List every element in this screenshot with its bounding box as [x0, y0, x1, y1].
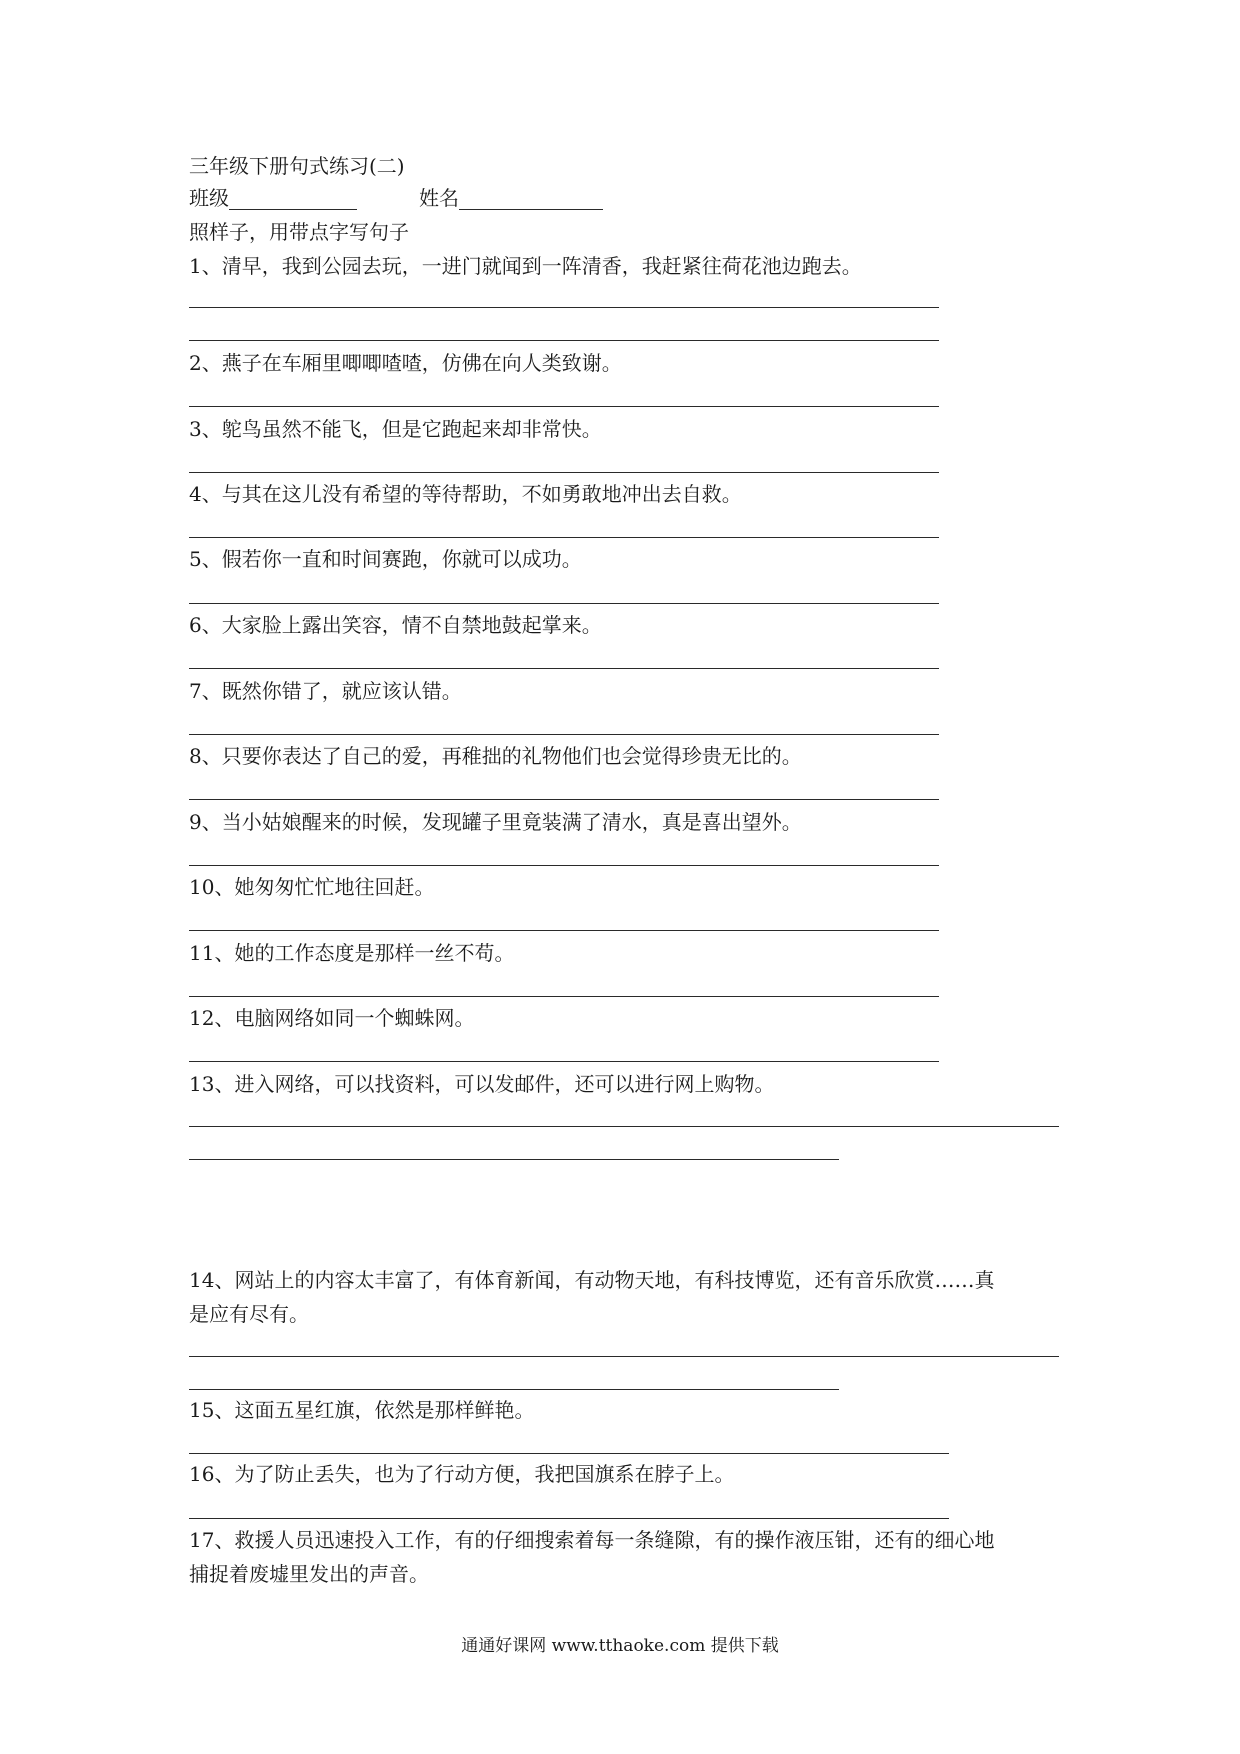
exercise-item-2: 2、燕子在车厢里唧唧喳喳，仿佛在向人类致谢。: [189, 351, 622, 375]
exercise-item-6: 6、大家脸上露出笑容，情不自禁地鼓起掌来。: [189, 613, 602, 637]
name-label: 姓名: [419, 186, 459, 210]
exercise-item-12: 12、电脑网络如同一个蜘蛛网。: [189, 1006, 475, 1030]
answer-line[interactable]: [189, 865, 939, 866]
exercise-item-7: 7、既然你错了，就应该认错。: [189, 679, 462, 703]
answer-line[interactable]: [189, 537, 939, 538]
answer-line[interactable]: [189, 930, 939, 931]
class-label: 班级: [189, 186, 229, 210]
answer-line[interactable]: [189, 406, 939, 407]
exercise-item-10: 10、她匆匆忙忙地往回赶。: [189, 875, 435, 899]
exercise-item-14-cont: 是应有尽有。: [189, 1302, 309, 1326]
footer-credit: 通通好课网 www.tthaoke.com 提供下载: [461, 1636, 779, 1656]
exercise-item-9: 9、当小姑娘醒来的时候，发现罐子里竟装满了清水，真是喜出望外。: [189, 810, 802, 834]
class-blank[interactable]: [229, 189, 357, 210]
answer-line[interactable]: [189, 603, 939, 604]
exercise-item-17: 17、救援人员迅速投入工作，有的仔细搜索着每一条缝隙，有的操作液压钳，还有的细心地: [189, 1528, 995, 1552]
answer-line[interactable]: [189, 307, 939, 308]
answer-line[interactable]: [189, 1061, 939, 1062]
exercise-item-4: 4、与其在这儿没有希望的等待帮助，不如勇敢地冲出去自救。: [189, 482, 742, 506]
answer-line[interactable]: [189, 734, 939, 735]
exercise-item-16: 16、为了防止丢失，也为了行动方便，我把国旗系在脖子上。: [189, 1462, 735, 1486]
answer-line[interactable]: [189, 799, 939, 800]
instruction: 照样子，用带点字写句子: [189, 220, 409, 244]
exercise-item-1: 1、清早，我到公园去玩，一进门就闻到一阵清香，我赶紧往荷花池边跑去。: [189, 254, 862, 278]
exercise-item-13: 13、进入网络，可以找资料，可以发邮件，还可以进行网上购物。: [189, 1072, 775, 1096]
exercise-item-8: 8、只要你表达了自己的爱，再稚拙的礼物他们也会觉得珍贵无比的。: [189, 744, 802, 768]
exercise-item-5: 5、假若你一直和时间赛跑，你就可以成功。: [189, 547, 582, 571]
name-blank[interactable]: [459, 189, 603, 210]
answer-line[interactable]: [189, 1389, 839, 1390]
exercise-item-15: 15、这面五星红旗，依然是那样鲜艳。: [189, 1398, 535, 1422]
exercise-item-17-cont: 捕捉着废墟里发出的声音。: [189, 1562, 429, 1586]
exercise-item-11: 11、她的工作态度是那样一丝不苟。: [189, 941, 515, 965]
page-title: 三年级下册句式练习(二): [189, 154, 405, 178]
answer-line[interactable]: [189, 340, 939, 341]
exercise-item-3: 3、鸵鸟虽然不能飞，但是它跑起来却非常快。: [189, 417, 602, 441]
answer-line[interactable]: [189, 1453, 949, 1454]
exercise-item-14: 14、网站上的内容太丰富了，有体育新闻，有动物天地，有科技博览，还有音乐欣赏……真: [189, 1268, 995, 1292]
answer-line[interactable]: [189, 1356, 1059, 1357]
answer-line[interactable]: [189, 996, 939, 997]
student-info-row: [189, 186, 603, 210]
answer-line[interactable]: [189, 472, 939, 473]
answer-line[interactable]: [189, 668, 939, 669]
answer-line[interactable]: [189, 1126, 1059, 1127]
answer-line[interactable]: [189, 1518, 949, 1519]
answer-line[interactable]: [189, 1159, 839, 1160]
